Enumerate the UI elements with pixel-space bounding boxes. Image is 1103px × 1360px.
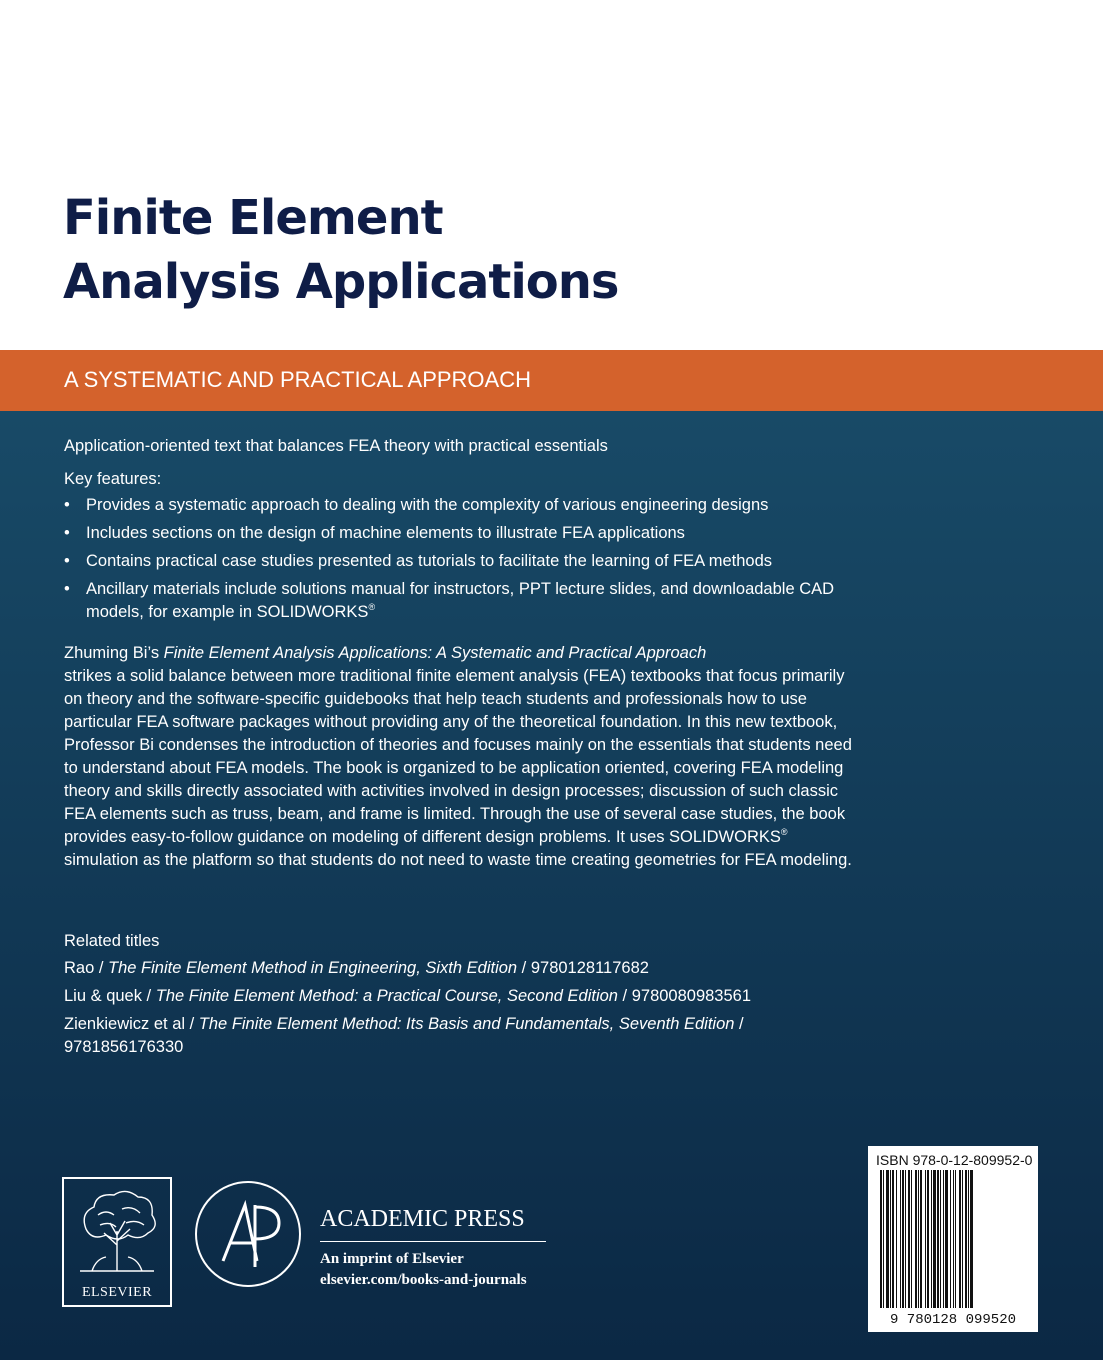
barcode-bar: [970, 1170, 973, 1308]
related-titles-heading: Related titles: [64, 932, 160, 950]
description-author: Zhuming Bi’s: [64, 644, 164, 662]
list-item: Zienkiewicz et al / The Finite Element Method: Its Basis and Fundamentals, Seventh Edition / 9781856176330: [64, 1015, 744, 1056]
barcode-bar: [943, 1170, 944, 1308]
barcode-bar: [968, 1170, 969, 1308]
publisher-imprint: An imprint of Elsevier: [320, 1251, 464, 1267]
registered-mark: ®: [368, 602, 376, 612]
registered-mark: ®: [780, 827, 788, 837]
barcode-bar: [931, 1170, 932, 1308]
description-body: strikes a solid balance between more traditional finite element analysis (FEA) textbooks that focus primarily on theory and the software-specific guidebooks that help teach students and professionals how to use particular FEA software packages without providing any of the theoretical foundation. In this new textbook, Professor Bi condenses the introduction of theories and focuses mainly on the essentials that students need to understand about FEA models. The book is organized to be application oriented, covering FEA modeling theory and skills directly associated with activities involved in design processes; discussion of such classic FEA elements such as truss, beam, and frame is limited. Through the use of several case studies, the book provides easy-to-follow guidance on modeling of different design problems. It uses SOLIDWORKS: [64, 667, 852, 846]
barcode-bar: [886, 1170, 889, 1308]
barcode-bar: [927, 1170, 929, 1308]
barcode-bar: [892, 1170, 894, 1308]
barcode-bar: [908, 1170, 910, 1308]
barcode-bar: [925, 1170, 926, 1308]
lead-sentence: Application-oriented text that balances FEA theory with practical essentials: [64, 437, 608, 455]
barcode-bar: [918, 1170, 919, 1308]
barcode-bar: [911, 1170, 912, 1308]
barcode-bar: [896, 1170, 897, 1308]
list-item: Rao / The Finite Element Method in Engineering, Sixth Edition / 9780128117682: [64, 959, 649, 977]
barcode-bar: [905, 1170, 906, 1308]
publisher-divider: [320, 1241, 546, 1242]
barcode-bar: [945, 1170, 948, 1308]
key-features-heading: Key features:: [64, 470, 162, 488]
barcode-bar: [900, 1170, 901, 1308]
barcode-bar: [940, 1170, 941, 1308]
list-item: • Provides a systematic approach to dealing with the complexity of various engineering designs: [64, 494, 884, 517]
list-item: Liu & quek / The Finite Element Method: a Practical Course, Second Edition / 9780080983561: [64, 987, 752, 1005]
related-titles-list: [64, 957, 864, 1064]
subtitle: A SYSTEMATIC AND PRACTICAL APPROACH: [64, 367, 531, 392]
isbn-label: ISBN 978-0-12-809952-0: [876, 1152, 1033, 1168]
barcode-bar: [953, 1170, 954, 1308]
barcode-bar: [965, 1170, 967, 1308]
barcode-bar: [950, 1170, 951, 1308]
description-body-end: simulation as the platform so that students do not need to waste time creating geometries for FEA modeling.: [64, 851, 852, 869]
description-book-title: Finite Element Analysis Applications: A Systematic and Practical Approach: [163, 644, 707, 662]
elsevier-logo: [62, 1177, 172, 1307]
publisher-url: elsevier.com/books-and-journals: [320, 1272, 527, 1288]
list-item: • Ancillary materials include solutions manual for instructors, PPT lecture slides, and downloadable CAD models, for example in SOLIDWORKS®: [64, 578, 884, 624]
barcode-bar: [915, 1170, 917, 1308]
barcode-bar: [937, 1170, 939, 1308]
key-features-list: [64, 494, 884, 629]
barcode-bar: [920, 1170, 922, 1308]
barcode-bar: [902, 1170, 904, 1308]
barcode-bar: [962, 1170, 963, 1308]
book-title: [63, 186, 619, 314]
barcode-bar: [880, 1170, 882, 1308]
barcode-bar: [890, 1170, 891, 1308]
barcode-bar: [933, 1170, 936, 1308]
barcode-area: [868, 1146, 1038, 1332]
barcode-bar: [955, 1170, 956, 1308]
elsevier-tree-icon: [70, 1185, 164, 1277]
barcode-bar: [959, 1170, 961, 1308]
book-description: [64, 642, 854, 872]
barcode-bar: [883, 1170, 884, 1308]
title-line-2: Analysis Applications: [63, 254, 619, 310]
title-line-1: Finite Element: [63, 190, 443, 246]
barcode-number: 9 780128 099520: [889, 1312, 1017, 1328]
elsevier-wordmark: ELSEVIER: [81, 1285, 153, 1300]
barcode-icon: [878, 1170, 1028, 1310]
academic-press-logo-icon: [193, 1179, 303, 1289]
list-item: • Contains practical case studies presented as tutorials to facilitate the learning of FEA methods: [64, 550, 884, 573]
list-item: • Includes sections on the design of machine elements to illustrate FEA applications: [64, 522, 884, 545]
publisher-name: ACADEMIC PRESS: [320, 1206, 525, 1232]
